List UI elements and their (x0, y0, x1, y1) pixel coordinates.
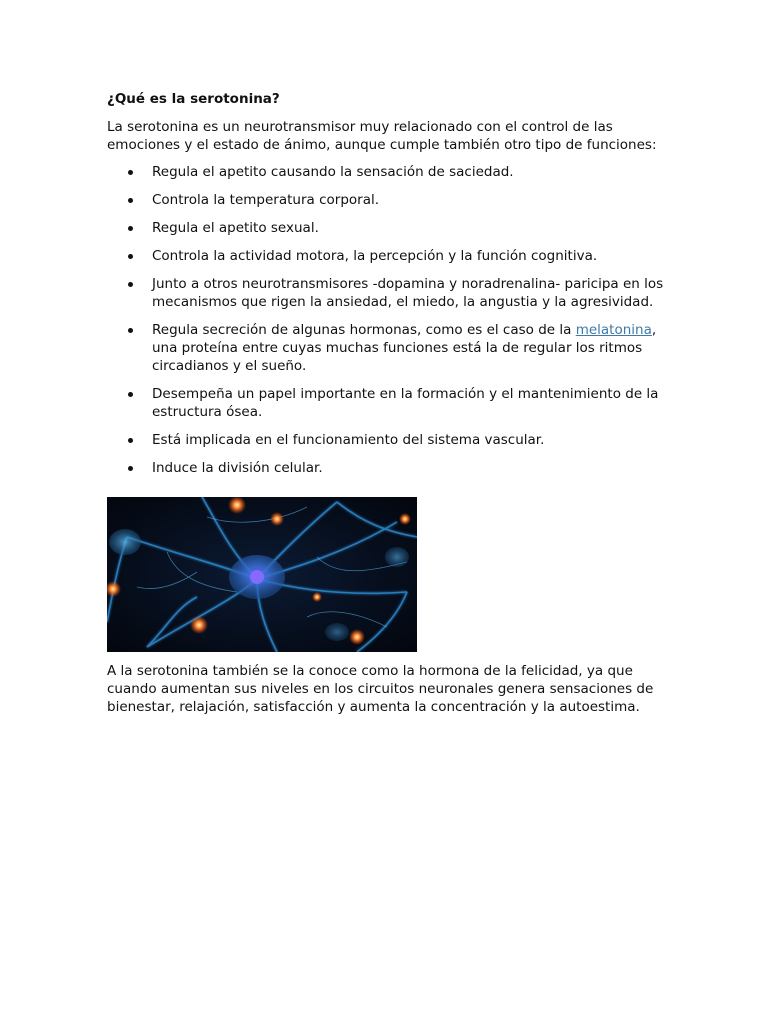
bullet-icon (128, 438, 133, 443)
bullet-icon (128, 328, 133, 333)
document-page (107, 90, 667, 716)
list-item-text: , una proteína entre cuyas muchas funciones está la de regular los ritmos circadianos y el sueño. (152, 322, 657, 374)
list-item-text: Desempeña un papel importante en la formación y el mantenimiento de la estructura ósea. (152, 386, 659, 420)
bullet-icon (128, 392, 133, 397)
neuron-network-image (107, 497, 417, 652)
bullet-icon (128, 226, 133, 231)
bullet-icon (128, 466, 133, 471)
list-item-text: Junto a otros neurotransmisores -dopamina y noradrenalina- paricipa en los mecanismos que rigen la ansiedad, el miedo, la angustia y la agresividad. (152, 276, 664, 310)
section-heading: ¿Qué es la serotonina? (107, 91, 280, 107)
list-item (107, 247, 667, 265)
list-item-text: Induce la división celular. (152, 460, 323, 476)
bullet-icon (128, 170, 133, 175)
list-item (107, 275, 667, 311)
list-item (107, 321, 667, 375)
bullet-icon (128, 198, 133, 203)
list-item-text: Controla la actividad motora, la percepción y la función cognitiva. (152, 248, 598, 264)
list-item-text: Regula el apetito causando la sensación de saciedad. (152, 164, 514, 180)
list-item (107, 385, 667, 421)
list-item-text: Regula el apetito sexual. (152, 220, 319, 236)
list-item (107, 431, 667, 449)
list-item (107, 219, 667, 237)
list-item-text: Está implicada en el funcionamiento del sistema vascular. (152, 432, 545, 448)
closing-paragraph: A la serotonina también se la conoce como la hormona de la felicidad, ya que cuando aumentan sus niveles en los circuitos neuronales genera sensaciones de bienestar, relajación, satisfacción y aumenta la concentración y la autoestima. (107, 663, 654, 715)
function-list (107, 163, 667, 477)
list-item (107, 191, 667, 209)
bullet-icon (128, 254, 133, 259)
list-item (107, 163, 667, 181)
bullet-icon (128, 282, 133, 287)
list-item-text: Regula secreción de algunas hormonas, como es el caso de la (152, 322, 576, 338)
melatonina-link[interactable]: melatonina (575, 322, 652, 338)
list-item-text: Controla la temperatura corporal. (152, 192, 380, 208)
intro-paragraph: La serotonina es un neurotransmisor muy relacionado con el control de las emociones y el estado de ánimo, aunque cumple también otro tipo de funciones: (107, 119, 657, 153)
list-item (107, 459, 667, 477)
